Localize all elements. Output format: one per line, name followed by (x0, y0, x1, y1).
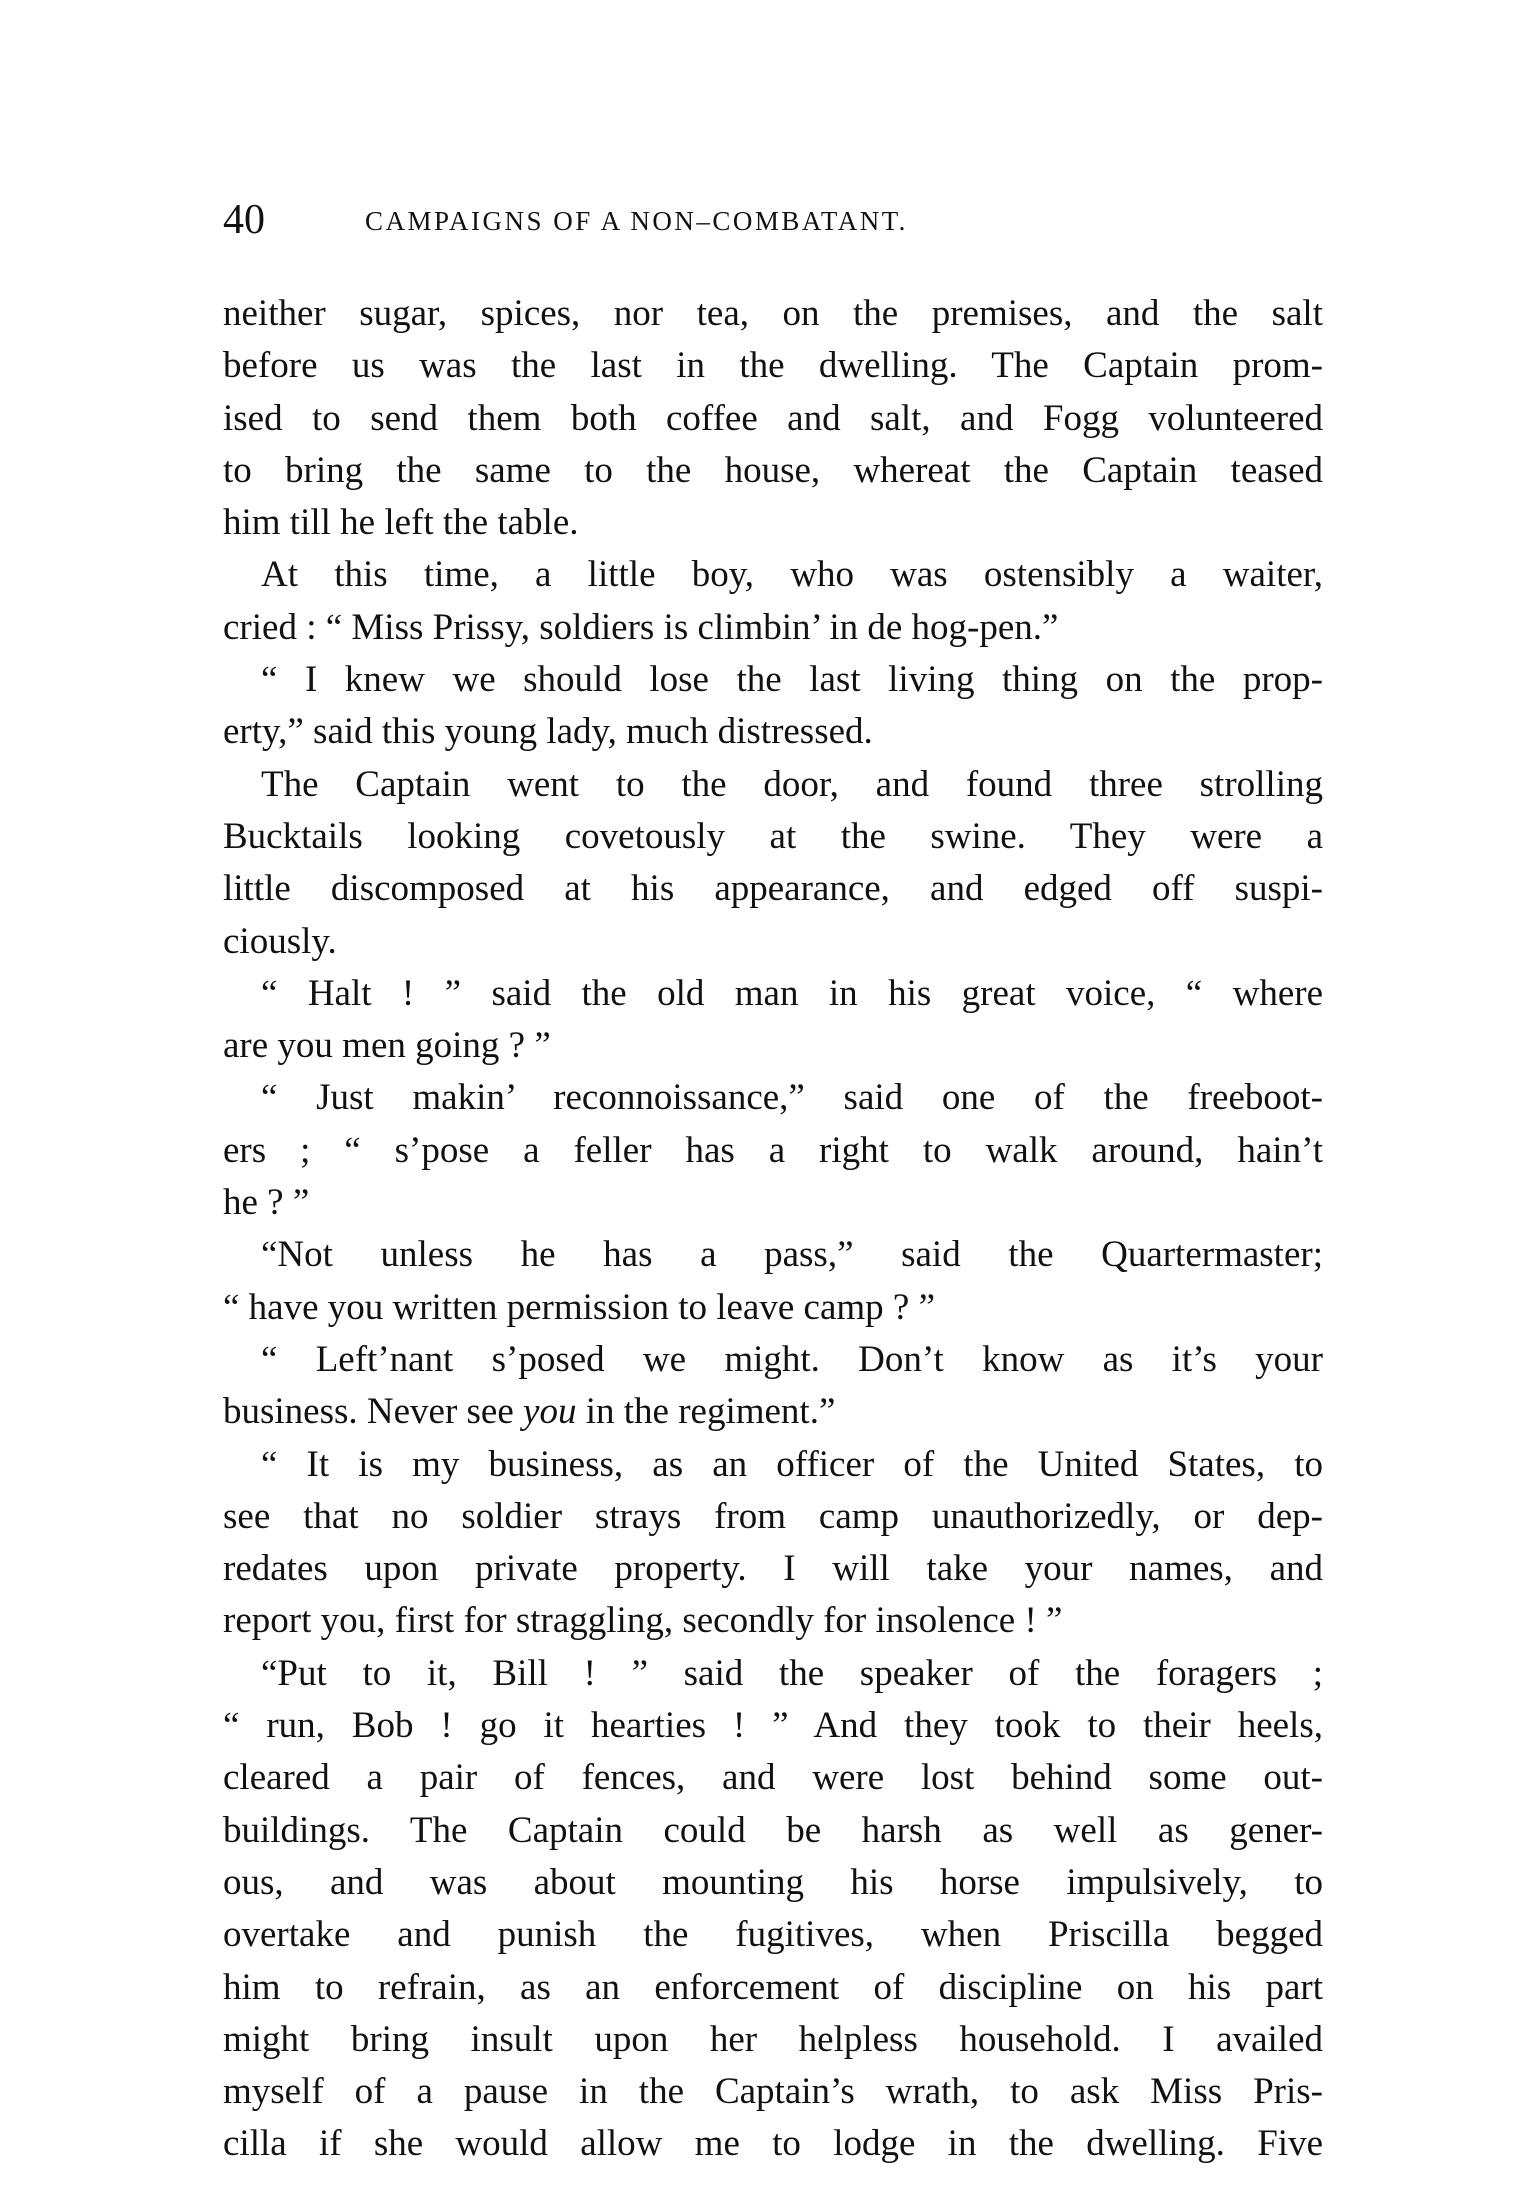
text-line: cilla if she would allow me to lodge in the dwelling. Five (223, 2123, 1323, 2165)
text-line (223, 1386, 1323, 1438)
text-line: “ run, Bob ! go it hearties ! ” And they took to their heels, (223, 1705, 1323, 1747)
text-line: cleared a pair of fences, and were lost behind some out- (223, 1757, 1323, 1799)
text-line: “ Halt ! ” said the old man in his great voice, “ where (261, 972, 1323, 1014)
text-line: Bucktails looking covetously at the swine. They were a (223, 815, 1323, 857)
text-line: “ Left’nant s’posed we might. Don’t know as it’s your (261, 1338, 1323, 1380)
page-number: 40 (223, 197, 265, 243)
text-line: he ? ” (223, 1182, 310, 1224)
running-header (223, 196, 1323, 246)
text-line: buildings. The Captain could be harsh as well as gener- (223, 1809, 1323, 1851)
text-line: “ It is my business, as an officer of the United States, to (261, 1443, 1323, 1485)
text-line: to bring the same to the house, whereat the Captain teased (223, 449, 1323, 491)
body-text (223, 288, 1323, 2171)
text-line: “Not unless he has a pass,” said the Quartermaster; (261, 1234, 1323, 1276)
italic-word: you (523, 1391, 577, 1433)
text-line: erty,” said this young lady, much distressed. (223, 711, 873, 753)
text-line: myself of a pause in the Captain’s wrath, to ask Miss Pris- (223, 2071, 1323, 2113)
text-line: ers ; “ s’pose a feller has a right to walk around, hain’t (223, 1129, 1323, 1171)
text-line: little discomposed at his appearance, and edged off suspi- (223, 868, 1323, 910)
text-line: “ have you written permission to leave camp ? ” (223, 1286, 935, 1328)
text-line: are you men going ? ” (223, 1025, 551, 1067)
text-line: report you, first for straggling, secondly for insolence ! ” (223, 1600, 1063, 1642)
text-line: him to refrain, as an enforcement of discipline on his part (223, 1966, 1323, 2008)
text-line: him till he left the table. (223, 502, 579, 544)
text-span: in the regiment.” (576, 1391, 836, 1433)
running-title: CAMPAIGNS OF A NON–COMBATANT. (365, 206, 908, 236)
text-line: see that no soldier strays from camp unauthorizedly, or dep- (223, 1495, 1323, 1537)
text-line: The Captain went to the door, and found three strolling (261, 763, 1323, 805)
text-line: At this time, a little boy, who was ostensibly a waiter, (261, 554, 1323, 596)
text-line: ciously. (223, 920, 337, 962)
text-line: before us was the last in the dwelling. The Captain prom- (223, 345, 1323, 387)
text-line: redates upon private property. I will take your names, and (223, 1548, 1323, 1590)
text-line: “Put to it, Bill ! ” said the speaker of the foragers ; (261, 1652, 1323, 1694)
text-line: cried : “ Miss Prissy, soldiers is climbin’ in de hog-pen.” (223, 606, 1059, 648)
text-line: overtake and punish the fugitives, when Priscilla begged (223, 1914, 1323, 1956)
text-line: might bring insult upon her helpless household. I availed (223, 2018, 1323, 2060)
text-line: “ Just makin’ reconnoissance,” said one of the freeboot- (261, 1077, 1323, 1119)
text-span: business. Never see (223, 1391, 524, 1433)
text-line: “ I knew we should lose the last living thing on the prop- (261, 659, 1323, 701)
text-line: ous, and was about mounting his horse impulsively, to (223, 1861, 1323, 1903)
text-line: neither sugar, spices, nor tea, on the premises, and the salt (223, 293, 1323, 334)
text-line: ised to send them both coffee and salt, and Fogg volunteered (223, 397, 1323, 439)
